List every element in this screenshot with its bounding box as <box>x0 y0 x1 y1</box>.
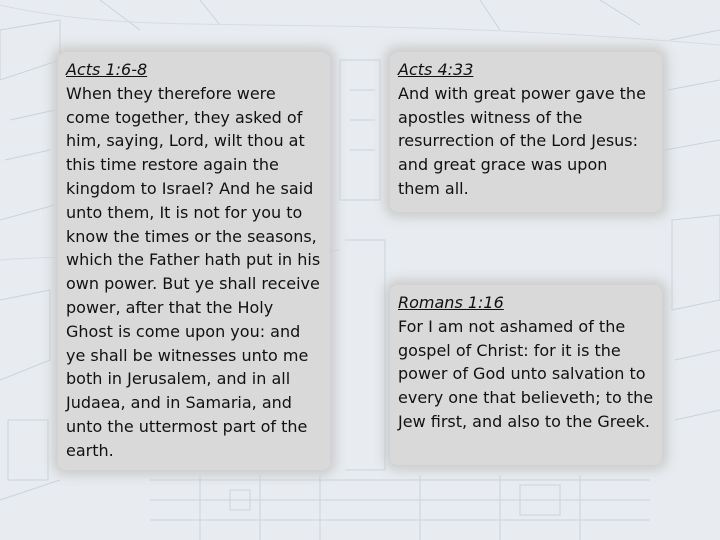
verse-reference: Acts 4:33 <box>398 60 474 79</box>
verse-card-acts-1-6-8 <box>58 52 330 470</box>
verse-reference: Acts 1:6-8 <box>66 60 148 79</box>
verse-card-romans-1-16 <box>390 285 662 465</box>
verse-reference: Romans 1:16 <box>398 293 504 312</box>
verse-card-acts-4-33 <box>390 52 662 212</box>
verse-text: And with great power gave the apostles witness of the resurrection of the Lord Jesus: and great grace was upon them all. <box>398 83 646 198</box>
verse-text: For I am not ashamed of the gospel of Christ: for it is the power of God unto salvation to every one that believeth; to the Jew first, and also to the Greek. <box>398 316 654 431</box>
verse-text: When they therefore were come together, they asked of him, saying, Lord, wilt thou at this time restore again the kingdom to Israel? And he said unto them, It is not for you to know the times or the seasons, which the Father hath put in his own power. But ye shall receive power, after that the Holy Ghost is come upon you: and ye shall be witnesses unto me both in Jerusalem, and in all Judaea, and in Samaria, and unto the uttermost part of the earth. <box>66 83 321 460</box>
